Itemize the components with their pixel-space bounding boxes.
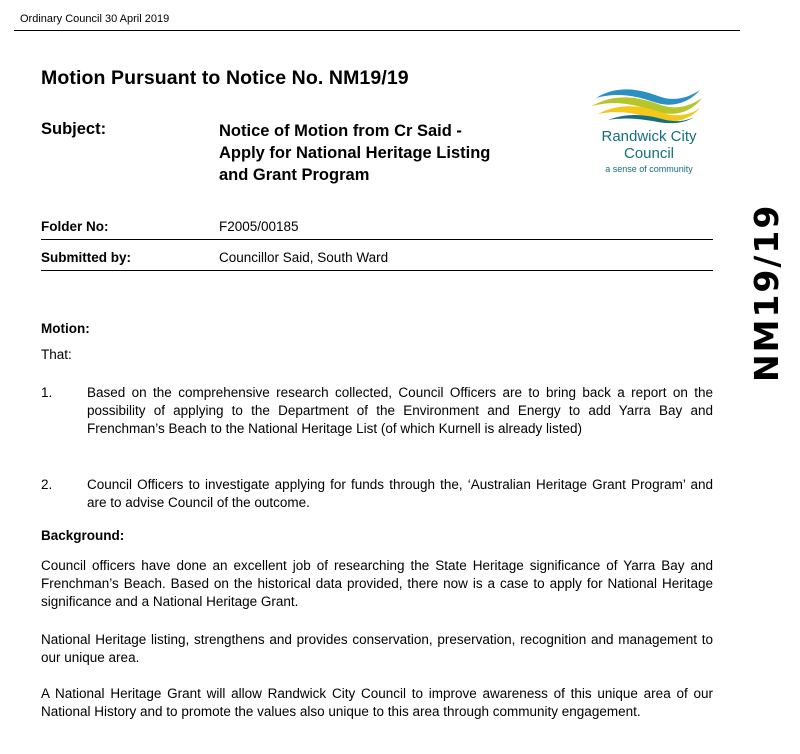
background-paragraph: National Heritage listing, strengthens and provides conservation, preservation, recognition and management to our unique area.: [41, 632, 713, 665]
background-paragraph: Council officers have done an excellent job of researching the State Heritage significance of Yarra Bay and Frenchman’s Beach. Based on the historical data provided, there now is a case to apply for National Heritage significance and a National Heritage Grant.: [41, 558, 713, 609]
motion-item-text: Based on the comprehensive research collected, Council Officers are to bring back a report on the possibility of applying to the Department of the Environment and Energy to add Yarra Bay and Frenchman’s Beach to the National Heritage List (of which Kurnell is already listed): [87, 385, 713, 436]
motion-item-number: 1.: [41, 385, 53, 400]
logo-tagline: a sense of community: [605, 164, 693, 174]
logo-name-line: Council: [623, 145, 675, 162]
subject-text: [219, 120, 559, 186]
folder-row: [41, 215, 713, 240]
background-heading: Background:: [41, 528, 125, 543]
submitted-row: [41, 246, 713, 271]
council-logo: [578, 84, 728, 184]
folder-value: F2005/00185: [219, 219, 299, 234]
submitted-value: Councillor Said, South Ward: [219, 250, 389, 265]
subject-line: Apply for National Heritage Listing: [219, 144, 491, 162]
meeting-header: Ordinary Council 30 April 2019: [20, 13, 170, 25]
page-title: Motion Pursuant to Notice No. NM19/19: [41, 67, 409, 89]
motion-item-text: Council Officers to investigate applying for funds through the, ‘Australian Heritage Grant Program’ and are to advise Council of the outcome.: [87, 477, 713, 510]
subject-line: Notice of Motion from Cr Said -: [219, 122, 462, 140]
vertical-motion-code: NM19/19: [747, 203, 786, 382]
submitted-label: Submitted by:: [41, 250, 131, 265]
header-divider: [14, 30, 740, 31]
logo-name: [584, 128, 714, 162]
motion-heading: Motion:: [41, 321, 90, 336]
background-paragraph: A National Heritage Grant will allow Randwick City Council to improve awareness of this unique area of our National History and to promote the values also unique to this area through community engagement.: [41, 686, 713, 719]
logo-waves-icon: [588, 84, 708, 124]
motion-item-number: 2.: [41, 477, 53, 492]
subject-line: and Grant Program: [219, 166, 370, 184]
subject-label: Subject:: [41, 120, 107, 138]
logo-name-line: Randwick City: [601, 128, 697, 145]
folder-label: Folder No:: [41, 219, 109, 234]
motion-intro: That:: [41, 347, 72, 362]
